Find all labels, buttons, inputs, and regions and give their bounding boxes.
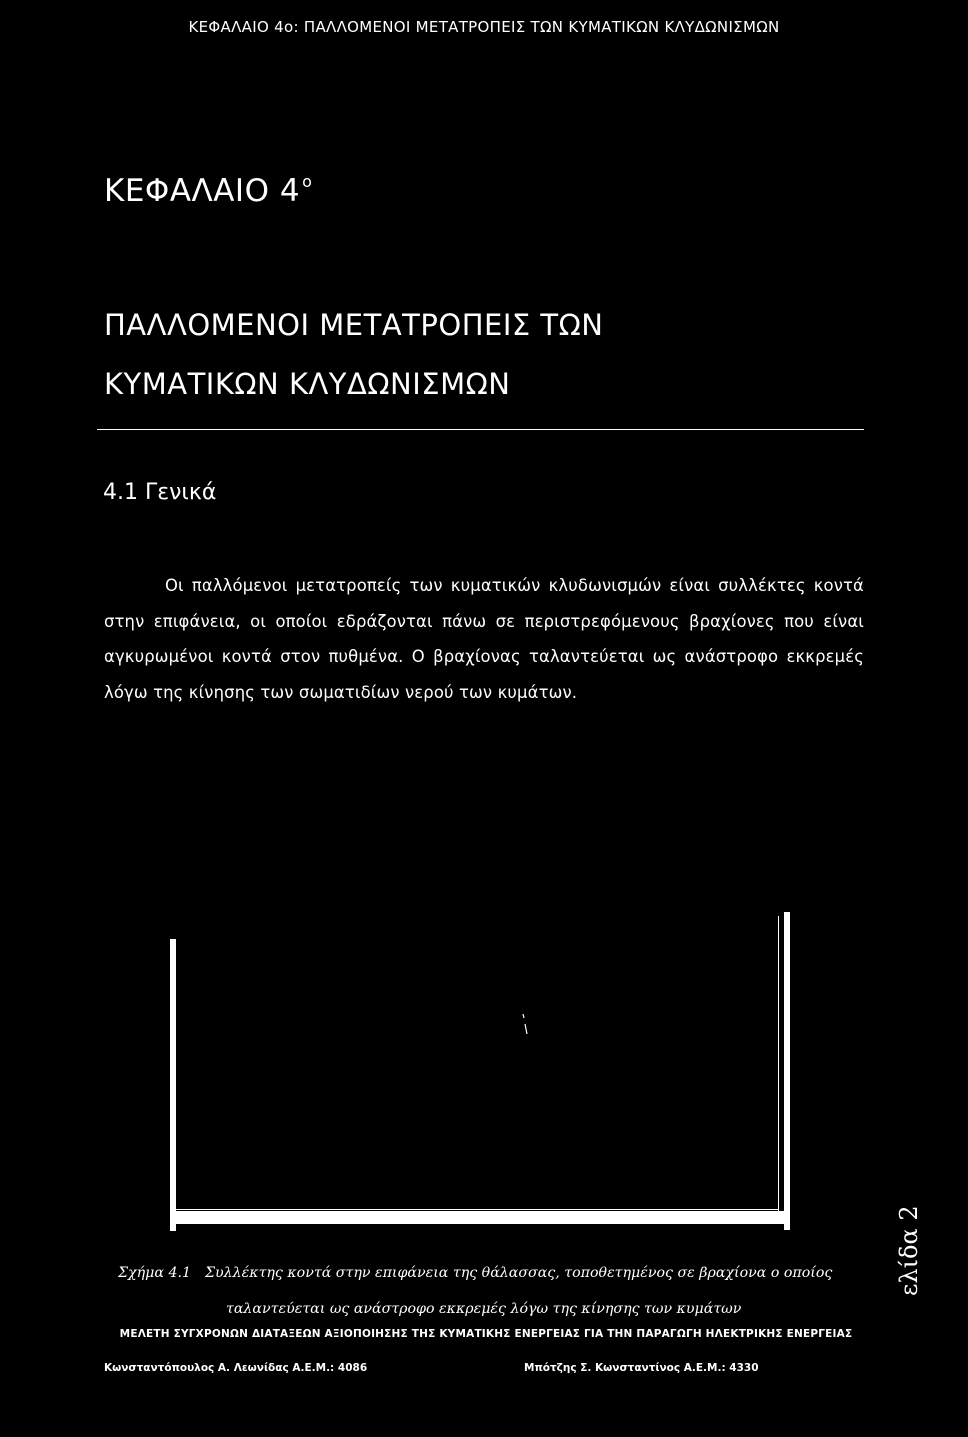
figure-caption-label: Σχήμα 4.1 <box>118 1265 192 1281</box>
chapter-title-sup: ο <box>302 172 313 191</box>
chapter-subtitle-line2: ΚΥΜΑΤΙΚΩΝ ΚΛΥΔΩΝΙΣΜΩΝ <box>104 367 511 401</box>
chapter-subtitle-line1: ΠΑΛΛΟΜΕΝΟΙ ΜΕΤΑΤΡΟΠΕΙΣ ΤΩΝ <box>104 308 604 342</box>
figure-inner-line <box>778 916 779 1224</box>
title-divider <box>97 429 864 430</box>
footer-title: ΜΕΛΕΤΗ ΣΥΓΧΡΟΝΩΝ ΔΙΑΤΑΞΕΩΝ ΑΞΙΟΠΟΙΗΣΗΣ ΤΗΣ ΚΥΜΑΤΙΚΗΣ ΕΝΕΡΓΕΙΑΣ ΓΙΑ ΤΗΝ ΠΑΡΑΓΩΓΗ ΗΛΕΚΤΡΙΚΗΣ ΕΝΕΡΓΕΙΑΣ <box>119 1328 853 1340</box>
footer-authors <box>104 1362 759 1374</box>
footer-author2: Μπότζης Σ. Κωνσταντίνος Α.Ε.Μ.: 4330 <box>524 1362 759 1374</box>
footer-author1: Κωνσταντόπουλος Α. Λεωνίδας Α.Ε.Μ.: 4086 <box>104 1362 368 1374</box>
figure-bottom-edge <box>170 1211 784 1224</box>
figure-image <box>170 912 790 1230</box>
figure-caption-line1: Συλλέκτης κοντά στην επιφάνεια της θάλασσας, τοποθετημένος σε βραχίονα ο οποίος <box>205 1265 833 1281</box>
section-heading: 4.1 Γενικά <box>103 480 217 505</box>
figure-bottom-inner-line <box>176 1209 778 1210</box>
figure-caption-line2: ταλαντεύεται ως ανάστροφο εκκρεμές λόγω της κίνησης των κυμάτων <box>226 1301 742 1317</box>
page-number: ελίδα 2 <box>895 1205 923 1296</box>
figure-speck <box>520 1012 530 1042</box>
figure-left-edge <box>170 939 176 1231</box>
body-paragraph: Οι παλλόμενοι μετατροπείς των κυματικών κλυδωνισμών είναι συλλέκτες κοντά στην επιφάνεια, οι οποίοι εδράζονται πάνω σε περιστρεφόμενους βραχίονες που είναι αγκυρωμένοι κοντά στον πυθμένα. Ο βραχίονας ταλαντεύεται ως ανάστροφο εκκρεμές λόγω της κίνησης των σωματιδίων νερού των κυμάτων. <box>104 576 864 702</box>
figure-right-edge <box>784 912 790 1230</box>
chapter-title-text: ΚΕΦΑΛΑΙΟ 4 <box>104 173 301 209</box>
chapter-title <box>104 172 312 209</box>
running-header: ΚΕΦΑΛΑΙΟ 4ο: ΠΑΛΛΟΜΕΝΟΙ ΜΕΤΑΤΡΟΠΕΙΣ ΤΩΝ ΚΥΜΑΤΙΚΩΝ ΚΛΥΔΩΝΙΣΜΩΝ <box>188 18 780 36</box>
figure-caption <box>118 1255 878 1327</box>
